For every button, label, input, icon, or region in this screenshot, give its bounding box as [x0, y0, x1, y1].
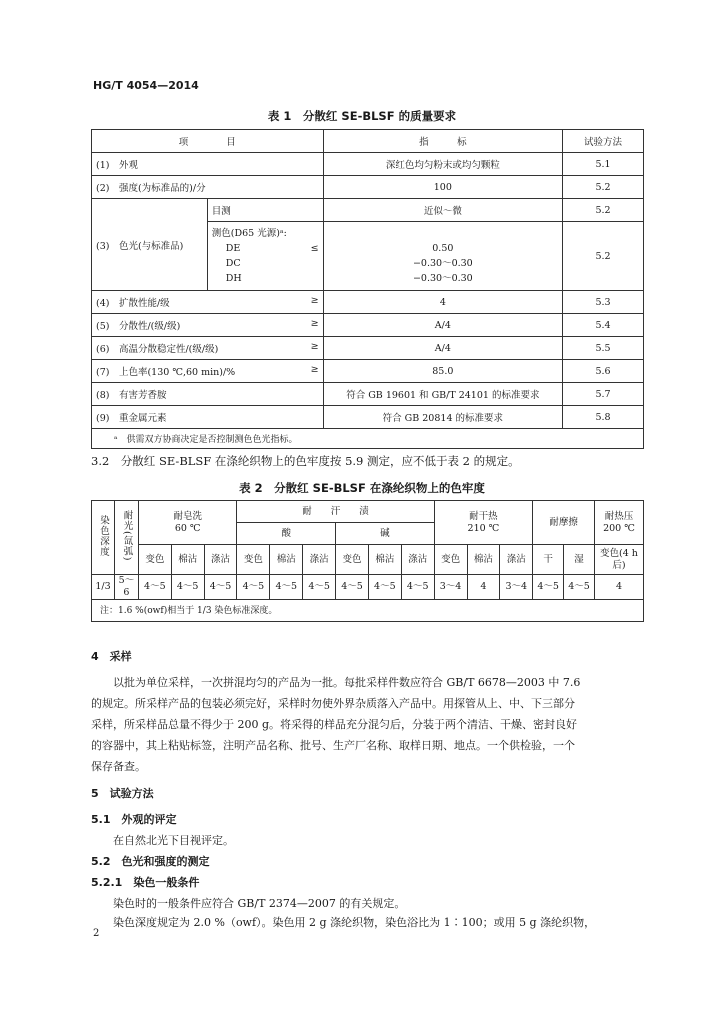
header-dry-heat: 耐干热 210 ℃ [434, 501, 533, 545]
value-cell: 4～5 [564, 575, 595, 600]
table-note-row [92, 600, 644, 622]
row-method: 5.6 [563, 360, 644, 383]
section-4-heading: 4 采样 [91, 650, 132, 663]
shade-instrument [207, 222, 323, 291]
shade-instrument-label: 测色(D65 光源)ᵃ: [211, 228, 287, 239]
shade-de: DE [225, 243, 241, 254]
row-label: (9) 重金属元素 [92, 406, 324, 429]
table-subheader-row [92, 545, 644, 575]
shade-dh: DH [225, 273, 242, 284]
sub-header: 棉沾 [368, 545, 401, 575]
value-cell: 3～4 [434, 575, 467, 600]
header-spec: 指 标 [323, 130, 563, 153]
section-5-heading: 5 试验方法 [91, 787, 154, 800]
paragraph-line: 的规定。所采样产品的包装必须完好，采样时勿使外界杂质落入产品中。用探管从上、中、下三部分 [91, 697, 575, 710]
paragraph-line: 采样，所采样品总量不得少于 200 g。将采得的样品充分混匀后，分装于两个清洁、干燥、密封良好 [91, 718, 578, 731]
value-cell: 4～5 [138, 575, 171, 600]
table-row [92, 360, 644, 383]
value-cell: 4～5 [368, 575, 401, 600]
row-spec: 85.0 [323, 360, 563, 383]
sub-header: 涤沾 [500, 545, 533, 575]
section-5-2-heading: 5.2 色光和强度的测定 [91, 855, 210, 868]
sub-header: 变色 [237, 545, 270, 575]
sub-header: 涤沾 [303, 545, 336, 575]
value-cell: 4 [594, 575, 643, 600]
table-row [92, 199, 644, 222]
row-method: 5.7 [563, 383, 644, 406]
table-row [92, 176, 644, 199]
paragraph-line: 以批为单位采样，一次拼混均匀的产品为一批。每批采样件数应符合 GB/T 6678—2003 中 7.6 [113, 676, 581, 689]
sub-header: 变色 [434, 545, 467, 575]
row-spec: 符合 GB 20814 的标准要求 [323, 406, 563, 429]
sub-header: 棉沾 [171, 545, 204, 575]
sub-header: 变色 [336, 545, 369, 575]
table-row [92, 337, 644, 360]
row-label: (7) 上色率(130 ℃,60 min)/% ≥ [92, 360, 324, 383]
row-label: (1) 外观 [92, 153, 324, 176]
table-row [92, 575, 644, 600]
row-label: (4) 扩散性能/级 ≥ [92, 291, 324, 314]
header-alkali: 碱 [336, 523, 435, 545]
shade-dc-value: −0.30～0.30 [412, 258, 473, 269]
sub-header: 棉沾 [467, 545, 500, 575]
value-cell: 1/3 [92, 575, 115, 600]
table-row [92, 314, 644, 337]
paragraph-line: 保存备查。 [91, 760, 146, 773]
header-soap: 耐皂洗 60 ℃ [138, 501, 237, 545]
section-5-2-1-text-2: 染色深度规定为 2.0 %（owf）。染色用 2 g 涤纶织物，染色浴比为 1∶100；或用 5 g 涤纶织物， [113, 916, 596, 929]
row-spec: A/4 [323, 314, 563, 337]
section-3-2: 3.2 分散红 SE-BLSF 在涤纶织物上的色牢度按 5.9 测定，应不低于表 2 的规定。 [91, 454, 520, 468]
row-method: 5.3 [563, 291, 644, 314]
header-method: 试验方法 [563, 130, 644, 153]
header-acid: 酸 [237, 523, 336, 545]
row-label: (5) 分散性/(级/级) ≥ [92, 314, 324, 337]
table-row [92, 406, 644, 429]
value-cell: 4～5 [237, 575, 270, 600]
sub-header: 涤沾 [204, 545, 237, 575]
shade-le-sign: ≤ [310, 243, 319, 254]
section-5-1-heading: 5.1 外观的评定 [91, 813, 177, 826]
value-cell: 4～5 [533, 575, 564, 600]
section-5-2-1-heading: 5.2.1 染色一般条件 [91, 876, 200, 889]
table2-caption: 表 2 分散红 SE-BLSF 在涤纶织物上的色牢度 [239, 481, 485, 495]
shade-dh-value: −0.30～0.30 [412, 273, 473, 284]
row-label: (3) 色光(与标准品) [92, 199, 208, 291]
row-method: 5.4 [563, 314, 644, 337]
sub-header: 变色(4 h后) [594, 545, 643, 575]
sub-header: 干 [533, 545, 564, 575]
shade-dc: DC [225, 258, 241, 269]
quality-requirements-table [91, 129, 644, 449]
row-method: 5.8 [563, 406, 644, 429]
value-cell: 4～5 [204, 575, 237, 600]
sub-header: 湿 [564, 545, 595, 575]
page-number: 2 [93, 928, 100, 939]
shade-visual-spec: 近似～微 [323, 199, 563, 222]
table2-note: 注：1.6 %(owf)相当于 1/3 染色标准深度。 [92, 600, 644, 622]
row-label: (6) 高温分散稳定性/(级/级) ≥ [92, 337, 324, 360]
row-spec: 100 [323, 176, 563, 199]
shade-method: 5.2 [563, 222, 644, 291]
table-note-row [92, 429, 644, 449]
sub-header: 涤沾 [401, 545, 434, 575]
document-code: HG/T 4054—2014 [93, 79, 199, 92]
value-cell: 4 [467, 575, 500, 600]
header-item: 项 目 [92, 130, 324, 153]
section-4-body [91, 672, 651, 777]
value-cell: 3～4 [500, 575, 533, 600]
header-press: 耐热压 200 ℃ [594, 501, 643, 545]
row-spec: 4 [323, 291, 563, 314]
value-cell: 4～5 [270, 575, 303, 600]
row-label: (2) 强度(为标准品的)/分 [92, 176, 324, 199]
section-5-2-1-text-1: 染色时的一般条件应符合 GB/T 2374—2007 的有关规定。 [113, 897, 406, 910]
table1-caption: 表 1 分散红 SE-BLSF 的质量要求 [267, 109, 457, 123]
color-fastness-table [91, 500, 644, 622]
table-header-row [92, 501, 644, 523]
shade-de-value: 0.50 [432, 243, 454, 254]
table-row [92, 153, 644, 176]
row-spec: 深红色均匀粉末或均匀颗粒 [323, 153, 563, 176]
header-depth: 染色深度 [92, 501, 115, 575]
row-method: 5.5 [563, 337, 644, 360]
row-label: (8) 有害芳香胺 [92, 383, 324, 406]
row-spec: A/4 [323, 337, 563, 360]
value-cell: 4～5 [401, 575, 434, 600]
shade-visual-method: 5.2 [563, 199, 644, 222]
row-method: 5.1 [563, 153, 644, 176]
table-row [92, 383, 644, 406]
paragraph-line: 的容器中，其上粘贴标签，注明产品名称、批号、生产厂名称、取样日期、地点。一个供检验，一个 [91, 739, 575, 752]
value-cell: 5～6 [114, 575, 138, 600]
value-cell: 4～5 [171, 575, 204, 600]
shade-instrument-spec [323, 222, 563, 291]
table-row [92, 291, 644, 314]
value-cell: 4～5 [336, 575, 369, 600]
shade-visual: 目测 [207, 199, 323, 222]
row-method: 5.2 [563, 176, 644, 199]
sub-header: 变色 [138, 545, 171, 575]
value-cell: 4～5 [303, 575, 336, 600]
table-header-row [92, 130, 644, 153]
row-spec: 符合 GB 19601 和 GB/T 24101 的标准要求 [323, 383, 563, 406]
header-sweat: 耐 汗 渍 [237, 501, 434, 523]
table1-note: ᵃ 供需双方协商决定是否控制测色色光指标。 [92, 429, 644, 449]
section-5-1-text: 在自然北光下目视评定。 [113, 834, 234, 847]
header-light: 耐光(氙弧) [114, 501, 138, 575]
sub-header: 棉沾 [270, 545, 303, 575]
header-rub: 耐摩擦 [533, 501, 595, 545]
